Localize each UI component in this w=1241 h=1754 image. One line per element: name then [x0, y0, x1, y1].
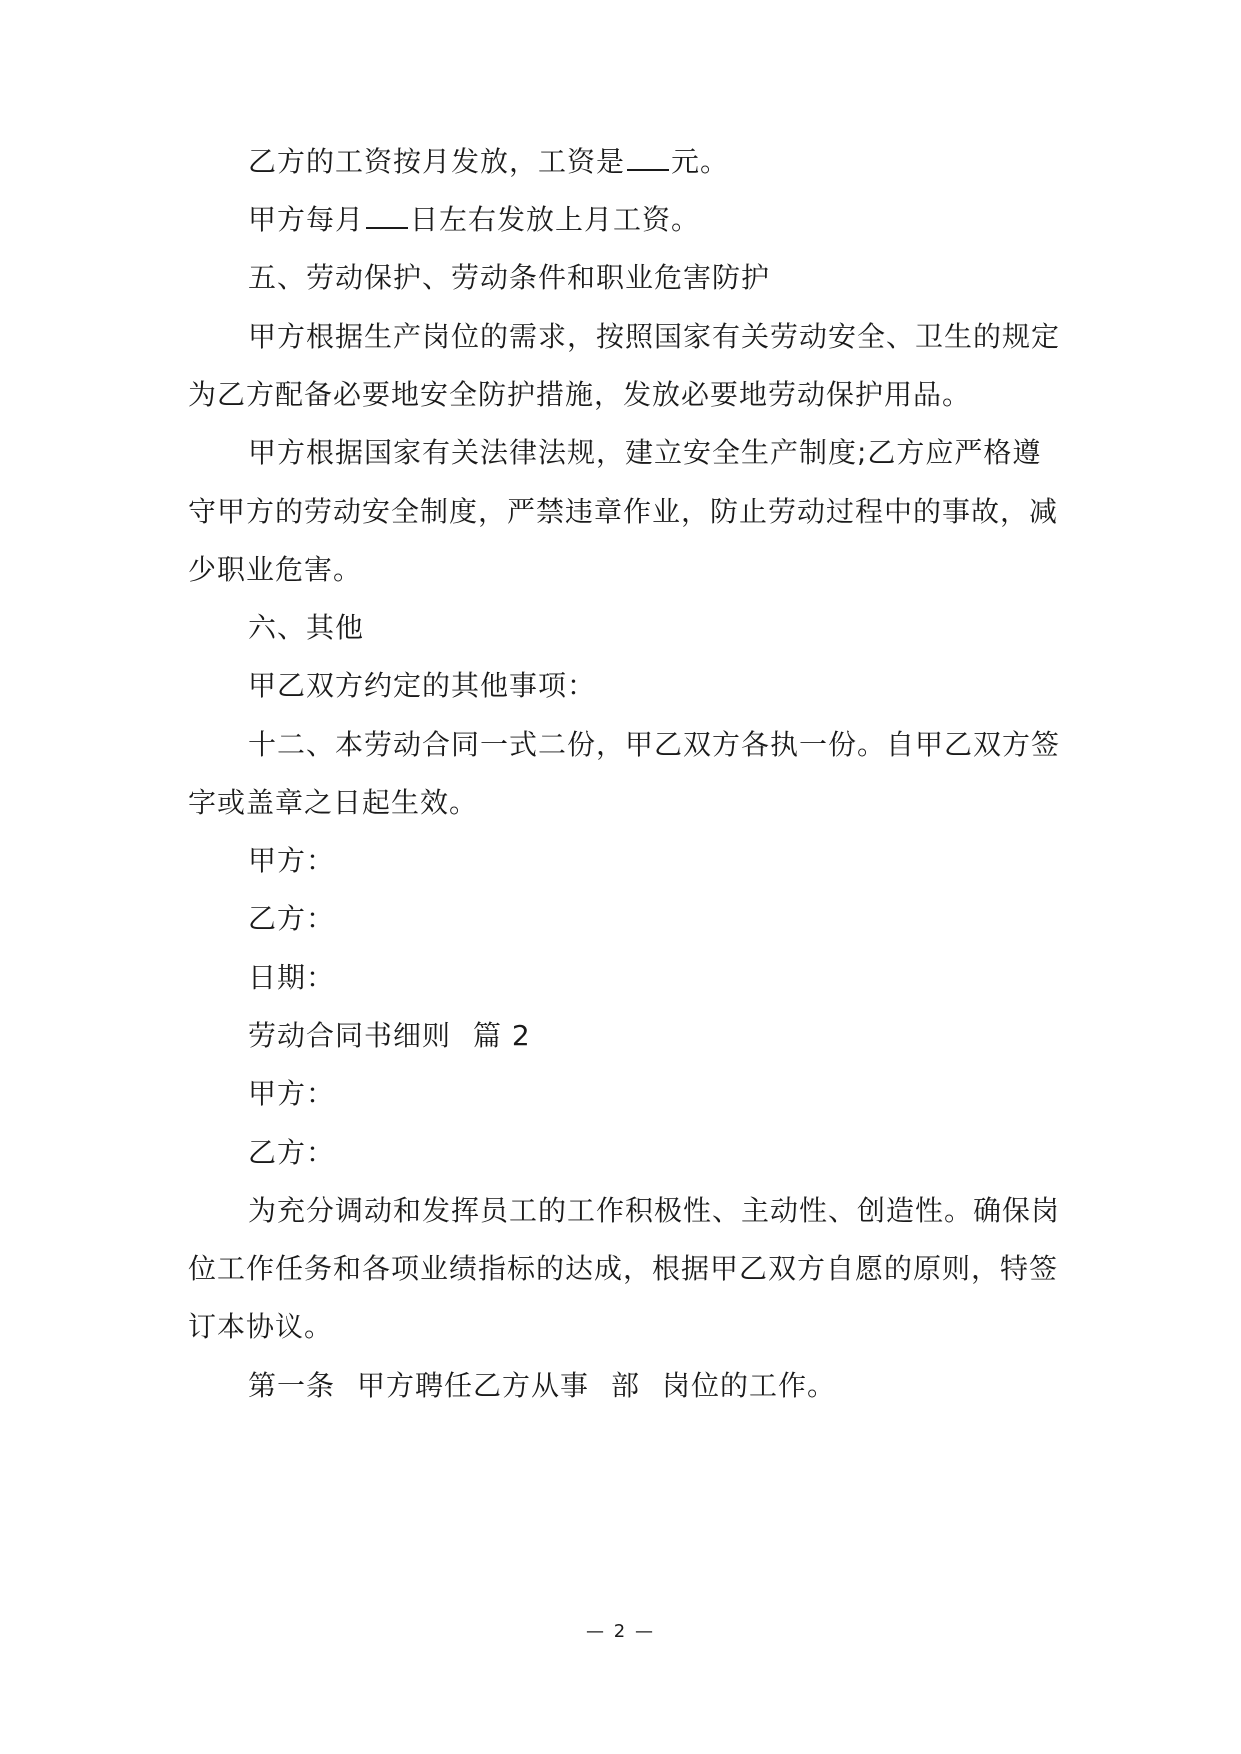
article1-line — [248, 1366, 836, 1406]
section6-heading: 六、其他 — [248, 611, 365, 644]
section5-p2-line3: 少职业危害。 — [188, 553, 363, 586]
salary-text-prefix: 乙方的工资按月发放，工资是 — [248, 145, 626, 178]
article1-label: 第一条 — [248, 1369, 336, 1402]
article1-department: 部 — [611, 1369, 641, 1402]
page-number: — 2 — — [586, 1621, 655, 1642]
other-matters: 甲乙双方约定的其他事项： — [248, 669, 597, 702]
signature-party-b: 乙方： — [248, 902, 336, 935]
payday-text-prefix: 甲方每月 — [248, 203, 365, 236]
section5-p1-line2: 为乙方配备必要地安全防护措施，发放必要地劳动保护用品。 — [188, 378, 972, 411]
signature-date: 日期： — [248, 961, 336, 994]
signature-party-a: 甲方： — [248, 844, 336, 877]
contract-party-a: 甲方： — [248, 1077, 336, 1110]
payday-line — [248, 200, 700, 240]
purpose-line2: 位工作任务和各项业绩指标的达成，根据甲乙双方自愿的原则，特签 — [188, 1252, 1059, 1285]
section5-heading: 五、劳动保护、劳动条件和职业危害防护 — [248, 261, 771, 294]
clause12-line1: 十二、本劳动合同一式二份，甲乙双方各执一份。自甲乙双方签 — [248, 728, 1061, 761]
article2-number: 篇 2 — [473, 1019, 531, 1052]
article1-text: 甲方聘任乙方从事 — [357, 1369, 590, 1402]
payday-blank — [366, 201, 408, 229]
purpose-line3: 订本协议。 — [188, 1310, 334, 1343]
salary-blank — [627, 143, 669, 171]
section5-p2-line1: 甲方根据国家有关法律法规，建立安全生产制度;乙方应严格遵 — [248, 436, 1042, 469]
article1-position: 岗位的工作。 — [662, 1369, 837, 1402]
section5-p1-line1: 甲方根据生产岗位的需求，按照国家有关劳动安全、卫生的规定 — [248, 320, 1061, 353]
payday-text-suffix: 日左右发放上月工资。 — [410, 203, 701, 236]
contract-party-b: 乙方： — [248, 1136, 336, 1169]
purpose-line1: 为充分调动和发挥员工的工作积极性、主动性、创造性。确保岗 — [248, 1194, 1061, 1227]
article2-title: 劳动合同书细则 — [248, 1019, 452, 1052]
article2-heading — [248, 1016, 531, 1056]
section5-p2-line2: 守甲方的劳动安全制度，严禁违章作业，防止劳动过程中的事故，减 — [188, 495, 1059, 528]
clause12-line2: 字或盖章之日起生效。 — [188, 786, 479, 819]
salary-line — [248, 142, 729, 182]
salary-text-suffix: 元。 — [671, 145, 730, 178]
